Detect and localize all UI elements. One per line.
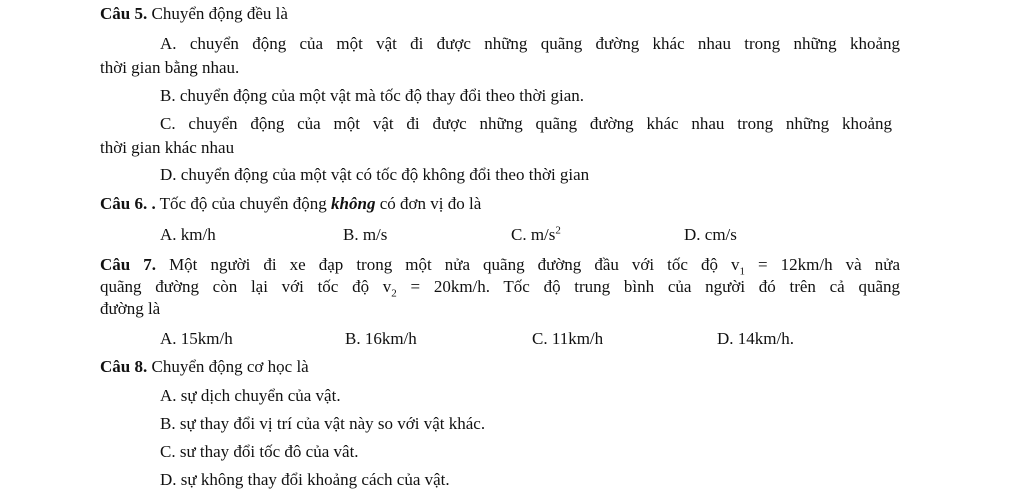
- q8-stem-text: Chuyển động cơ học là: [147, 357, 309, 376]
- q5-option-c-line2: thời gian khác nhau: [100, 138, 235, 157]
- q6-number: Câu 6. .: [100, 194, 156, 213]
- q8-option-d: D. sự không thay đổi khoảng cách của vật.: [160, 470, 450, 489]
- q5-option-d: D. chuyển động của một vật có tốc độ không đổi theo thời gian: [160, 165, 590, 184]
- q7-line2-pre: quãng đường còn lại với tốc độ v: [100, 277, 392, 296]
- q7-option-b: B. 16km/h: [345, 329, 417, 348]
- q5-option-a-line2: thời gian bằng nhau.: [100, 58, 240, 77]
- q7-option-d: D. 14km/h.: [717, 329, 794, 348]
- q6-option-b: B. m/s: [343, 225, 388, 244]
- q6-option-c-base: C. m/s: [511, 225, 556, 244]
- q5-stem: [100, 3, 288, 25]
- q5-number: Câu 5.: [100, 4, 148, 23]
- q6-stem-pre: Tốc độ của chuyển động: [155, 194, 332, 213]
- q6-option-a: A. km/h: [160, 225, 216, 244]
- q7-line1-pre: Một người đi xe đạp trong một nửa quãng đường đầu với tốc độ v: [156, 255, 740, 274]
- q7-number: Câu 7.: [100, 255, 157, 274]
- q7-line2-post: = 20km/h. Tốc độ trung bình của người đó trên cả quãng: [396, 277, 900, 296]
- q6-stem-post: có đơn vị đo là: [375, 194, 482, 213]
- q5-option-c-line1: C. chuyển động của một vật đi được những quãng đường khác nhau trong những khoảng: [160, 114, 892, 133]
- q8-option-a: A. sự dịch chuyển của vật.: [160, 386, 341, 405]
- q8-stem: [100, 356, 309, 378]
- q6-option-c-exponent: 2: [555, 224, 561, 237]
- q7-v2-subscript: 2: [391, 287, 397, 300]
- q6-stem-emphasis: không: [331, 194, 376, 213]
- q8-option-c: C. sư thay đổi tốc đô của vât.: [160, 442, 359, 461]
- q5-option-b: B. chuyển động của một vật mà tốc độ thay đổi theo thời gian.: [160, 86, 584, 105]
- q7-stem-line1: [100, 254, 900, 276]
- q7-v1-subscript: 1: [739, 265, 746, 278]
- q7-option-c: C. 11km/h: [532, 329, 604, 348]
- q7-line1-post: = 12km/h và nửa: [745, 255, 900, 274]
- q6-option-c: [511, 224, 561, 246]
- q6-option-d: D. cm/s: [684, 225, 737, 244]
- q5-stem-text: Chuyển động đều là: [147, 4, 288, 23]
- q6-stem: [100, 193, 481, 215]
- q8-number: Câu 8.: [100, 357, 148, 376]
- q8-option-b: B. sự thay đổi vị trí của vật này so với vật khác.: [160, 414, 486, 433]
- q7-stem-line2: [100, 276, 900, 298]
- q5-option-a-line1: A. chuyển động của một vật đi được những quãng đường khác nhau trong những khoảng: [160, 34, 900, 53]
- q7-stem-line3: đường là: [100, 299, 161, 318]
- q7-option-a: A. 15km/h: [160, 329, 233, 348]
